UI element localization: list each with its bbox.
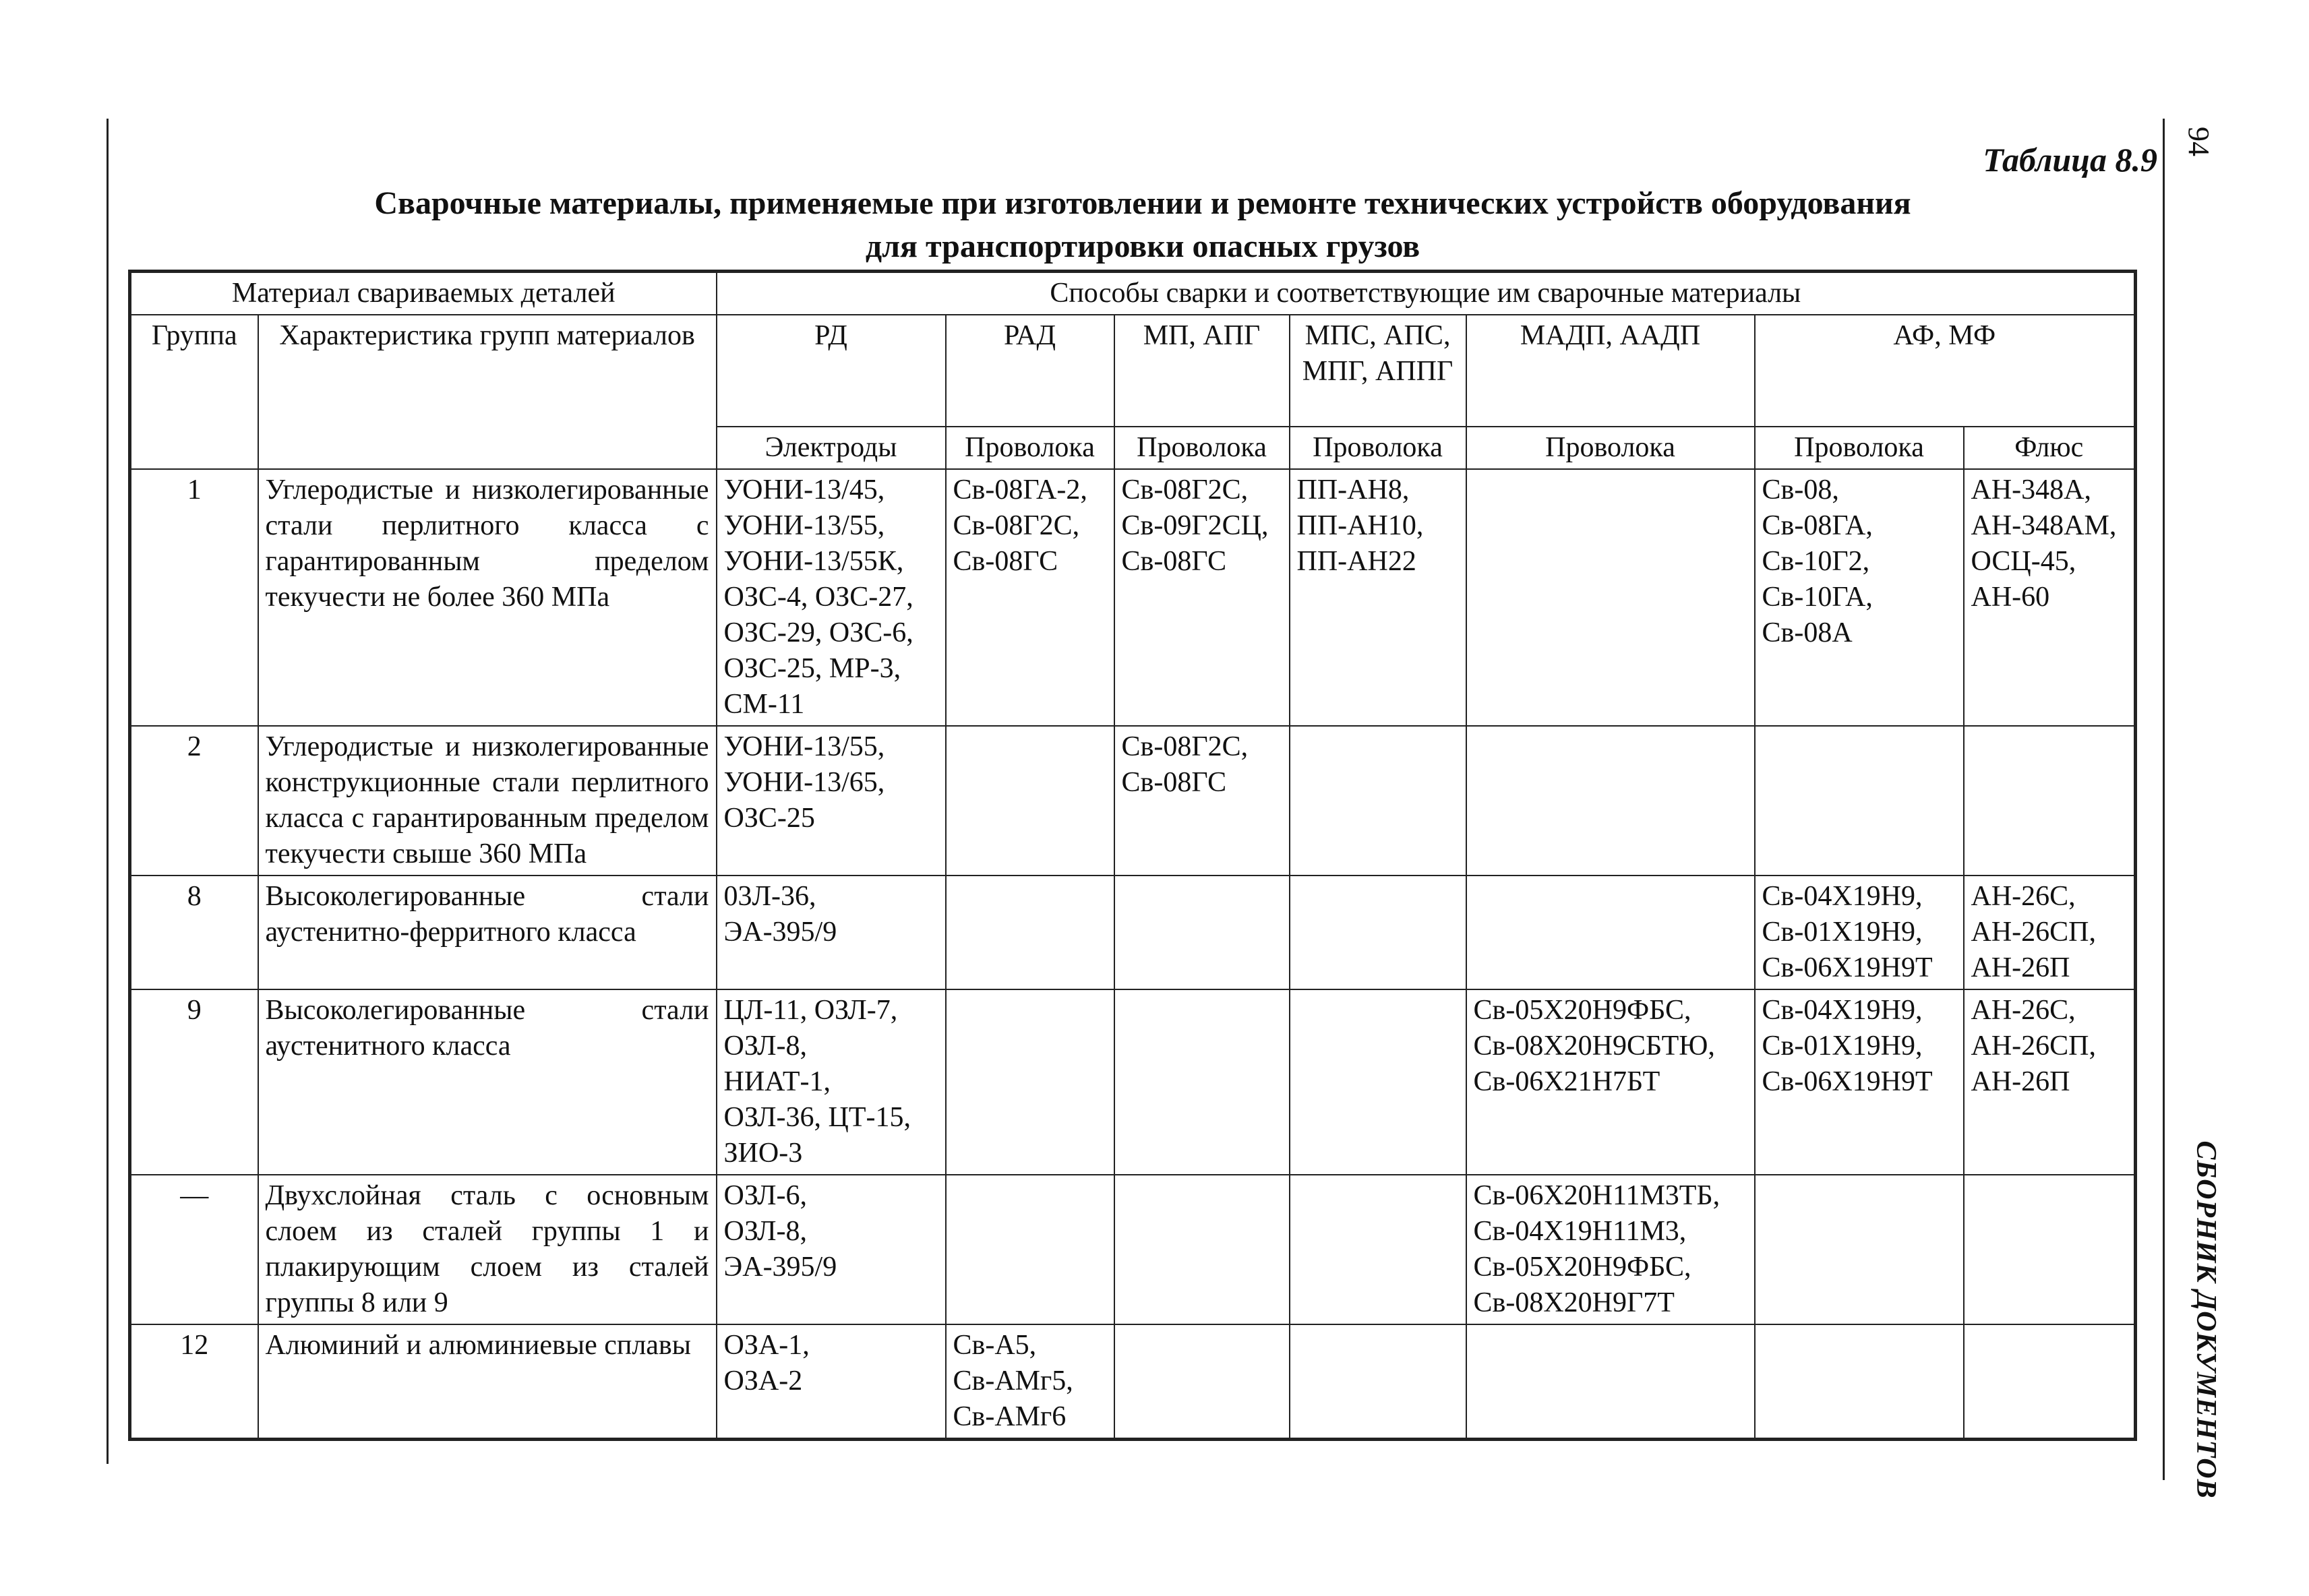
table-row — [130, 876, 2136, 989]
header-wire-af: Проволока — [1755, 427, 1964, 469]
cell-flux — [1964, 726, 2136, 876]
cell-mp — [1114, 989, 1290, 1175]
cell-flux: АН-26С, АН-26СП, АН-26П — [1964, 989, 2136, 1175]
header-wire-rad: Проволока — [946, 427, 1114, 469]
cell-flux — [1964, 1175, 2136, 1324]
page-number: 94 — [2182, 127, 2215, 156]
header-mp-apg: МП, АПГ — [1114, 315, 1290, 427]
cell-madp — [1466, 1324, 1755, 1440]
welding-materials-table — [128, 270, 2137, 1441]
table-row — [130, 726, 2136, 876]
cell-af-wire: Св-04Х19Н9, Св-01Х19Н9, Св-06Х19Н9Т — [1755, 876, 1964, 989]
cell-mps — [1290, 1175, 1466, 1324]
cell-af-wire: Св-08, Св-08ГА, Св-10Г2, Св-10ГА, Св-08А — [1755, 469, 1964, 726]
cell-characteristic: Высоколегированные стали аустенитно-ферритного класса — [258, 876, 717, 989]
cell-mp — [1114, 1324, 1290, 1440]
caption-line-2: для транспортировки опасных грузов — [865, 228, 1420, 264]
cell-madp — [1466, 876, 1755, 989]
cell-rd: ОЗЛ-6, ОЗЛ-8, ЭА-395/9 — [717, 1175, 946, 1324]
cell-madp — [1466, 726, 1755, 876]
cell-af-wire — [1755, 1175, 1964, 1324]
cell-mps — [1290, 989, 1466, 1175]
cell-mp — [1114, 1175, 1290, 1324]
table-row — [130, 989, 2136, 1175]
header-wire-mps: Проволока — [1290, 427, 1466, 469]
cell-rd: ОЗА-1, ОЗА-2 — [717, 1324, 946, 1440]
cell-flux: АН-26С, АН-26СП, АН-26П — [1964, 876, 2136, 989]
cell-af-wire: Св-04Х19Н9, Св-01Х19Н9, Св-06Х19Н9Т — [1755, 989, 1964, 1175]
cell-rd: 03Л-36, ЭА-395/9 — [717, 876, 946, 989]
cell-mp: Св-08Г2С, Св-08ГС — [1114, 726, 1290, 876]
cell-af-wire — [1755, 726, 1964, 876]
cell-group: 9 — [130, 989, 258, 1175]
cell-mp — [1114, 876, 1290, 989]
table-row — [130, 469, 2136, 726]
header-characteristic: Характеристика групп материалов — [258, 315, 717, 469]
cell-rad — [946, 989, 1114, 1175]
cell-mps — [1290, 1324, 1466, 1440]
header-madp: МАДП, ААДП — [1466, 315, 1755, 427]
header-row-1 — [130, 272, 2136, 315]
cell-madp: Св-06Х20Н11М3ТБ, Св-04Х19Н11М3, Св-05Х20Н9ФБС, Св-08Х20Н9Г7Т — [1466, 1175, 1755, 1324]
cell-madp — [1466, 469, 1755, 726]
right-margin-rule — [2163, 119, 2165, 1480]
header-methods-group: Способы сварки и соответствующие им сварочные материалы — [717, 272, 2136, 315]
cell-af-wire — [1755, 1324, 1964, 1440]
running-title: СБОРНИК ДОКУМЕНТОВ — [2190, 1140, 2221, 1499]
caption-line-1: Сварочные материалы, применяемые при изготовлении и ремонте технических устройств оборудования — [374, 185, 1911, 221]
left-margin-rule — [107, 119, 109, 1464]
cell-rad — [946, 876, 1114, 989]
cell-rd: ЦЛ-11, ОЗЛ-7, ОЗЛ-8, НИАТ-1, ОЗЛ-36, ЦТ-15, ЗИО-3 — [717, 989, 946, 1175]
cell-flux: АН-348А, АН-348АМ, ОСЦ-45, АН-60 — [1964, 469, 2136, 726]
cell-mps — [1290, 876, 1466, 989]
header-group: Группа — [130, 315, 258, 469]
cell-rad: Св-А5, Св-АМг5, Св-АМг6 — [946, 1324, 1114, 1440]
header-flux: Флюс — [1964, 427, 2136, 469]
header-material-group: Материал свариваемых деталей — [130, 272, 717, 315]
cell-rad — [946, 726, 1114, 876]
cell-madp: Св-05Х20Н9ФБС, Св-08Х20Н9СБТЮ, Св-06Х21Н7БТ — [1466, 989, 1755, 1175]
header-af-mf: АФ, МФ — [1755, 315, 2136, 427]
header-row-2 — [130, 315, 2136, 427]
table-row — [130, 1324, 2136, 1440]
header-wire-mp: Проволока — [1114, 427, 1290, 469]
cell-group: 2 — [130, 726, 258, 876]
cell-group: — — [130, 1175, 258, 1324]
header-wire-madp: Проволока — [1466, 427, 1755, 469]
cell-rd: УОНИ-13/45, УОНИ-13/55, УОНИ-13/55К, ОЗС-4, ОЗС-27, ОЗС-29, ОЗС-6, ОЗС-25, МР-3, СМ-11 — [717, 469, 946, 726]
header-rd: РД — [717, 315, 946, 427]
cell-flux — [1964, 1324, 2136, 1440]
table-caption — [128, 182, 2157, 268]
cell-group: 12 — [130, 1324, 258, 1440]
cell-mps — [1290, 726, 1466, 876]
cell-rad: Св-08ГА-2, Св-08Г2С, Св-08ГС — [946, 469, 1114, 726]
table-label: Таблица 8.9 — [1983, 141, 2157, 179]
cell-characteristic: Двухслойная сталь с основным слоем из сталей группы 1 и плакирующим слоем из сталей группы 8 или 9 — [258, 1175, 717, 1324]
header-rad: РАД — [946, 315, 1114, 427]
cell-group: 8 — [130, 876, 258, 989]
cell-mp: Св-08Г2С, Св-09Г2СЦ, Св-08ГС — [1114, 469, 1290, 726]
table-row — [130, 1175, 2136, 1324]
cell-rad — [946, 1175, 1114, 1324]
cell-characteristic: Углеродистые и низколегированные стали перлитного класса с гарантированным пределом текучести не более 360 МПа — [258, 469, 717, 726]
cell-rd: УОНИ-13/55, УОНИ-13/65, ОЗС-25 — [717, 726, 946, 876]
cell-characteristic: Алюминий и алюминиевые сплавы — [258, 1324, 717, 1440]
header-mps: МПС, АПС, МПГ, АППГ — [1290, 315, 1466, 427]
cell-characteristic: Высоколегированные стали аустенитного класса — [258, 989, 717, 1175]
cell-mps: ПП-АН8, ПП-АН10, ПП-АН22 — [1290, 469, 1466, 726]
header-electrodes: Электроды — [717, 427, 946, 469]
cell-characteristic: Углеродистые и низколегированные конструкционные стали перлитного класса с гарантированным пределом текучести свыше 360 МПа — [258, 726, 717, 876]
cell-group: 1 — [130, 469, 258, 726]
